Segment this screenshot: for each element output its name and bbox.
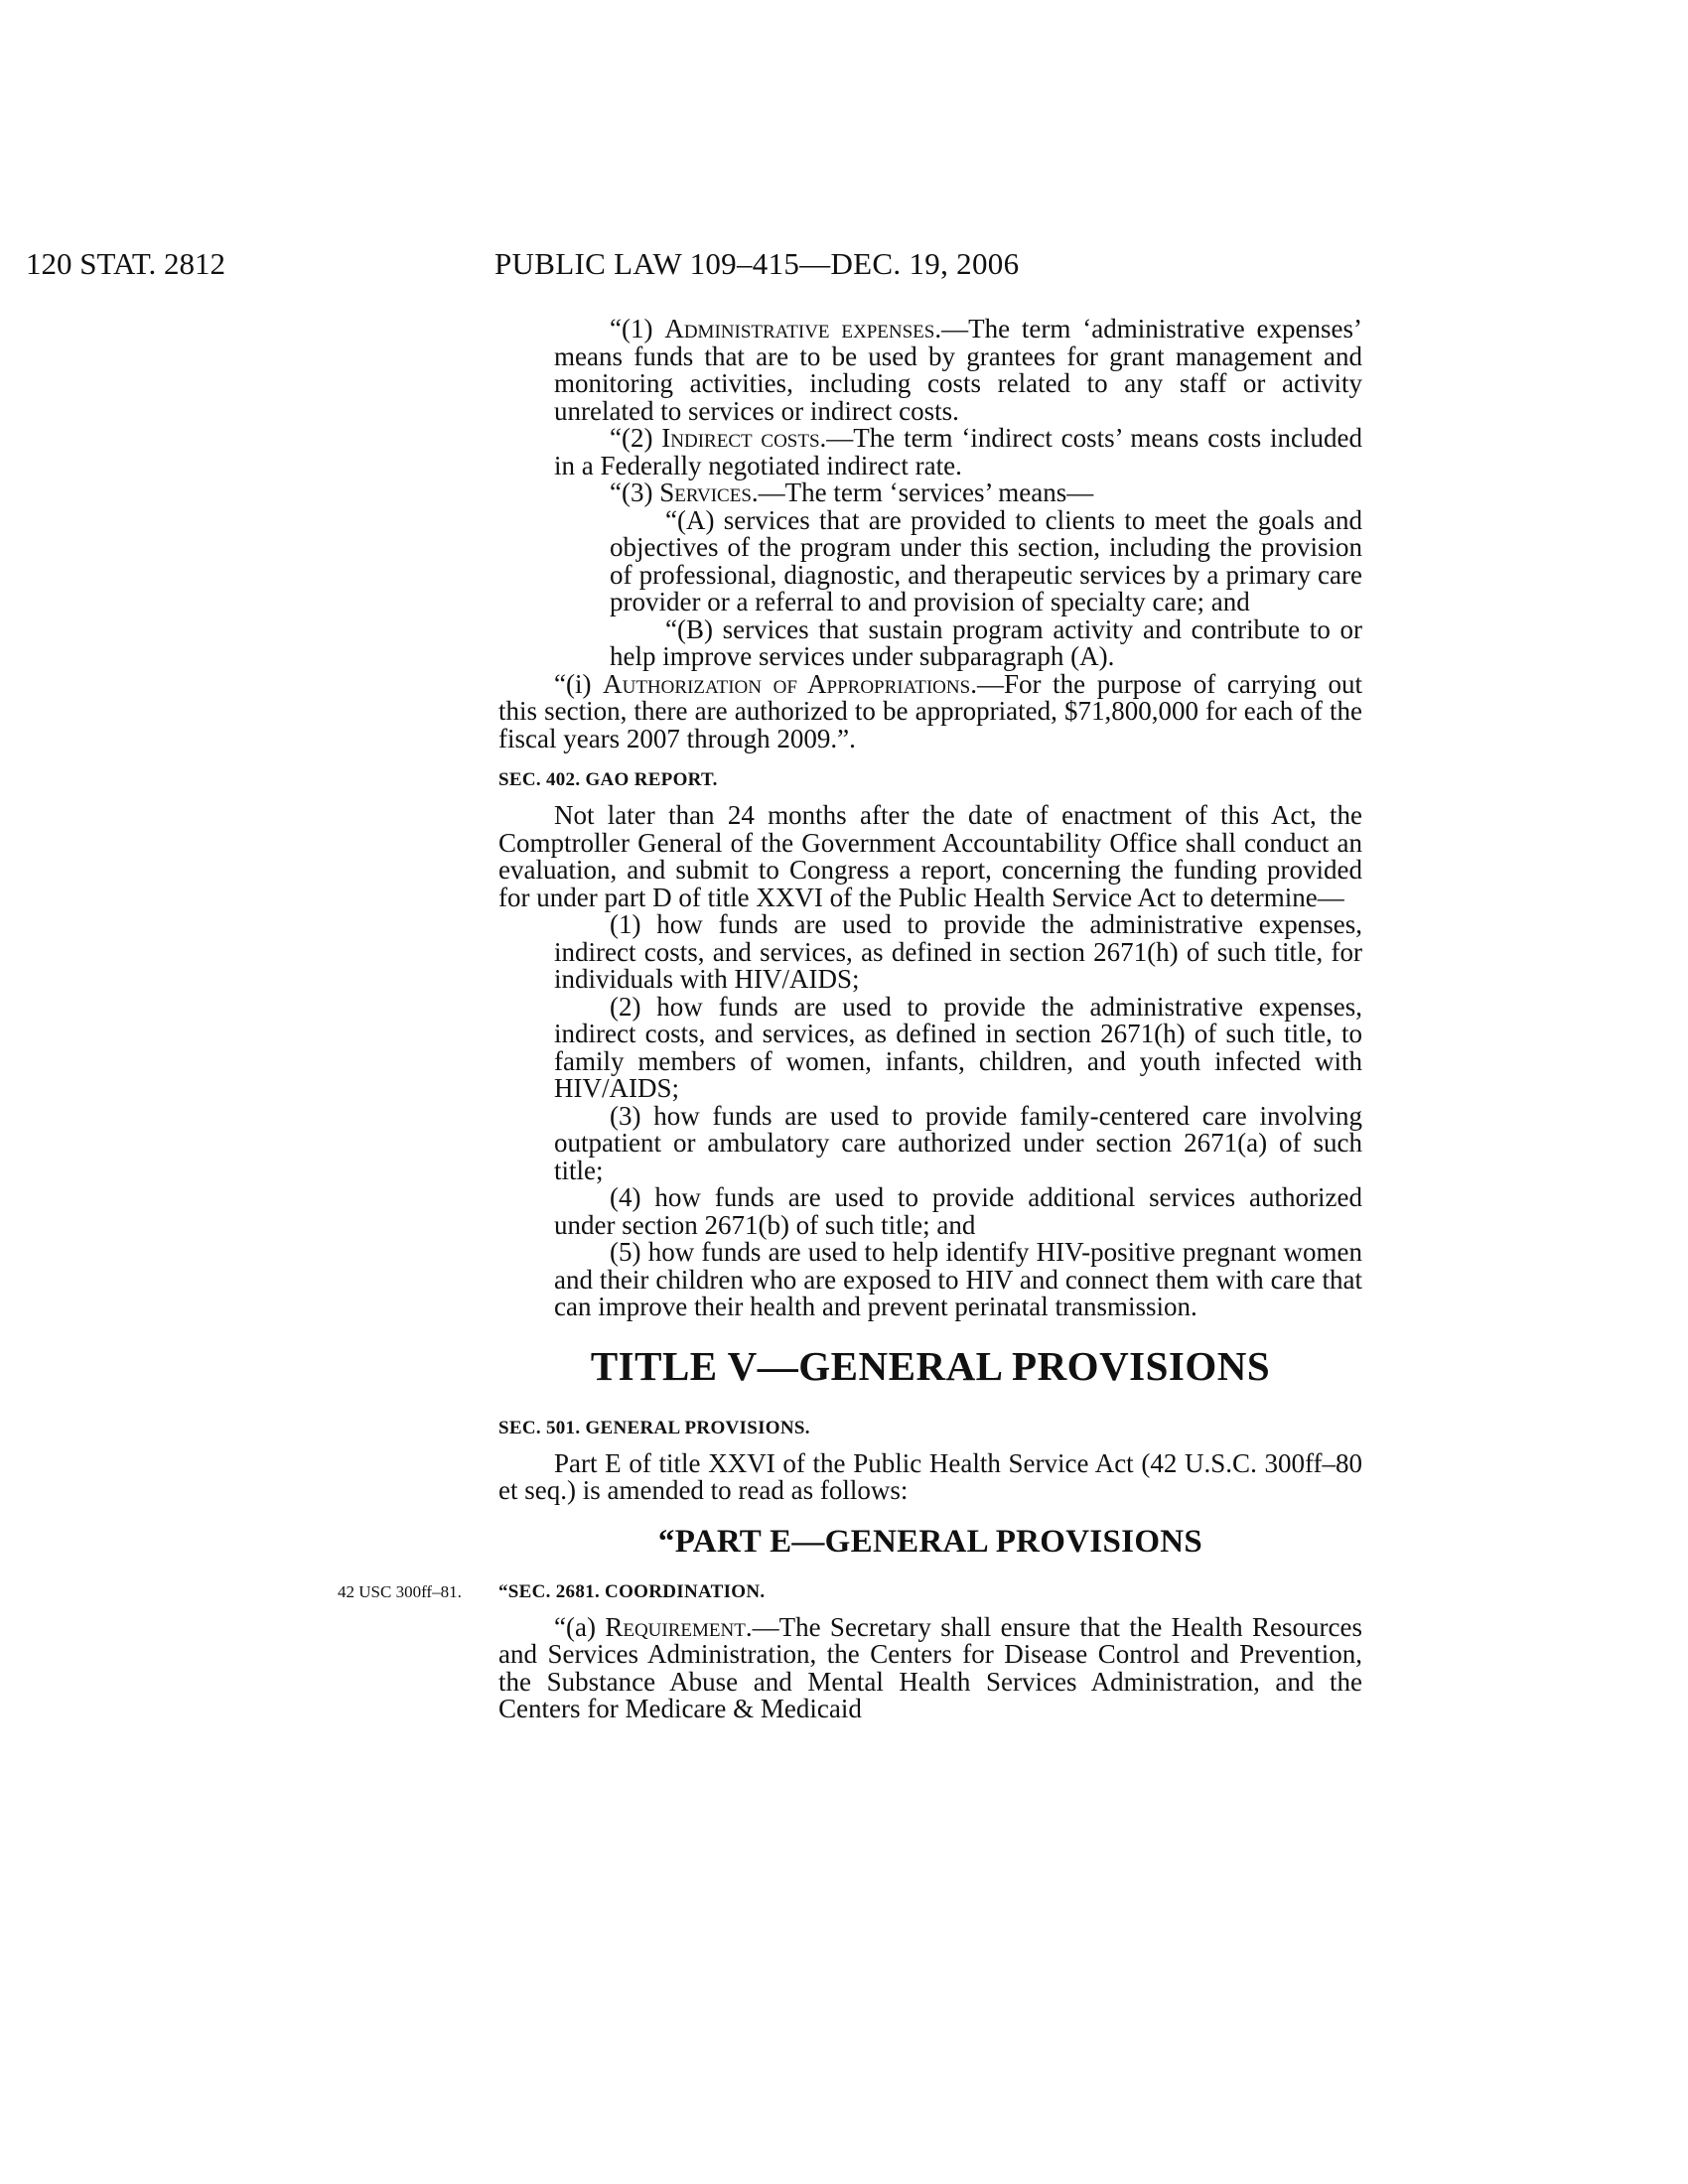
sec-501-text: Part E of title XXVI of the Public Health Service Act (42 U.S.C. 300ff–80 et seq.) is amended to read as follows:	[498, 1447, 1362, 1505]
sec-402-item-5: (5) how funds are used to help identify HIV-positive pregnant women and their children who are exposed to HIV and connect them with care that can improve their health and prevent perinatal transmission.	[554, 1237, 1362, 1321]
definition-services: “(3) Services.—The term ‘services’ means—	[610, 478, 1094, 507]
sec-402-item-2: (2) how funds are used to provide the administrative expenses, indirect costs, and services, as defined in section 2671(h) of such title, to family members of women, infants, children, and youth infected with HIV/AIDS;	[554, 991, 1362, 1103]
part-e-heading: “PART E—GENERAL PROVISIONS	[657, 1523, 1203, 1560]
sec-2681-block	[338, 1580, 1362, 1604]
sec-402-item-3: (3) how funds are used to provide family-centered care involving outpatient or ambulatory care authorized under section 2671(a) of such title;	[554, 1100, 1362, 1185]
title-v-heading: TITLE V—GENERAL PROVISIONS	[590, 1342, 1271, 1389]
stat-page-number: 120 STAT. 2812	[26, 246, 226, 281]
subparagraph-a: “(A) services that are provided to clients to meet the goals and objectives of the program under this section, including the provision of professional, diagnostic, and therapeutic services by a primary care provider or a referral to and provision of specialty care; and	[610, 504, 1362, 616]
definition-indirect-costs: “(2) Indirect costs.—The term ‘indirect costs’ means costs included in a Federally negotiated indirect rate.	[554, 423, 1363, 480]
sec-402-heading: SEC. 402. GAO REPORT.	[498, 769, 718, 790]
definition-administrative-expenses: “(1) Administrative expenses.—The term ‘administrative expenses’ means funds that are to be used by grantees for grant management and monitoring activities, including costs related to any staff or activity unrelated to services or indirect costs.	[554, 314, 1363, 426]
requirement-paragraph: “(a) Requirement.—The Secretary shall ensure that the Health Resources and Services Administration, the Centers for Disease Control and Prevention, the Substance Abuse and Mental Health Services Administration, and the Centers for Medicare & Medicaid	[498, 1611, 1362, 1723]
sec-2681-heading: “SEC. 2681. COORDINATION.	[498, 1580, 766, 1602]
sec-402-intro: Not later than 24 months after the date of enactment of this Act, the Comptroller General of the Government Accountability Office shall conduct an evaluation, and submit to Congress a report, concerning the funding provided for under part D of title XXVI of the Public Health Service Act to determine—	[498, 800, 1362, 912]
authorization-of-appropriations: “(i) Authorization of Appropriations.—For the purpose of carrying out this section, there are authorized to be appropriated, $71,800,000 for each of the fiscal years 2007 through 2009.”.	[498, 668, 1363, 753]
margin-citation: 42 USC 300ff–81.	[338, 1581, 462, 1601]
subparagraph-b: “(B) services that sustain program activity and contribute to or help improve services under subparagraph (A).	[610, 614, 1362, 671]
document-body	[338, 314, 1363, 1723]
law-citation: PUBLIC LAW 109–415—DEC. 19, 2006	[494, 246, 1020, 281]
sec-501-heading: SEC. 501. GENERAL PROVISIONS.	[498, 1417, 810, 1438]
sec-402-item-1: (1) how funds are used to provide the administrative expenses, indirect costs, and services, as defined in section 2671(h) of such title, for individuals with HIV/AIDS;	[554, 909, 1362, 994]
page-header	[0, 246, 1688, 286]
sec-402-item-4: (4) how funds are used to provide additional services authorized under section 2671(b) of such title; and	[554, 1182, 1362, 1240]
